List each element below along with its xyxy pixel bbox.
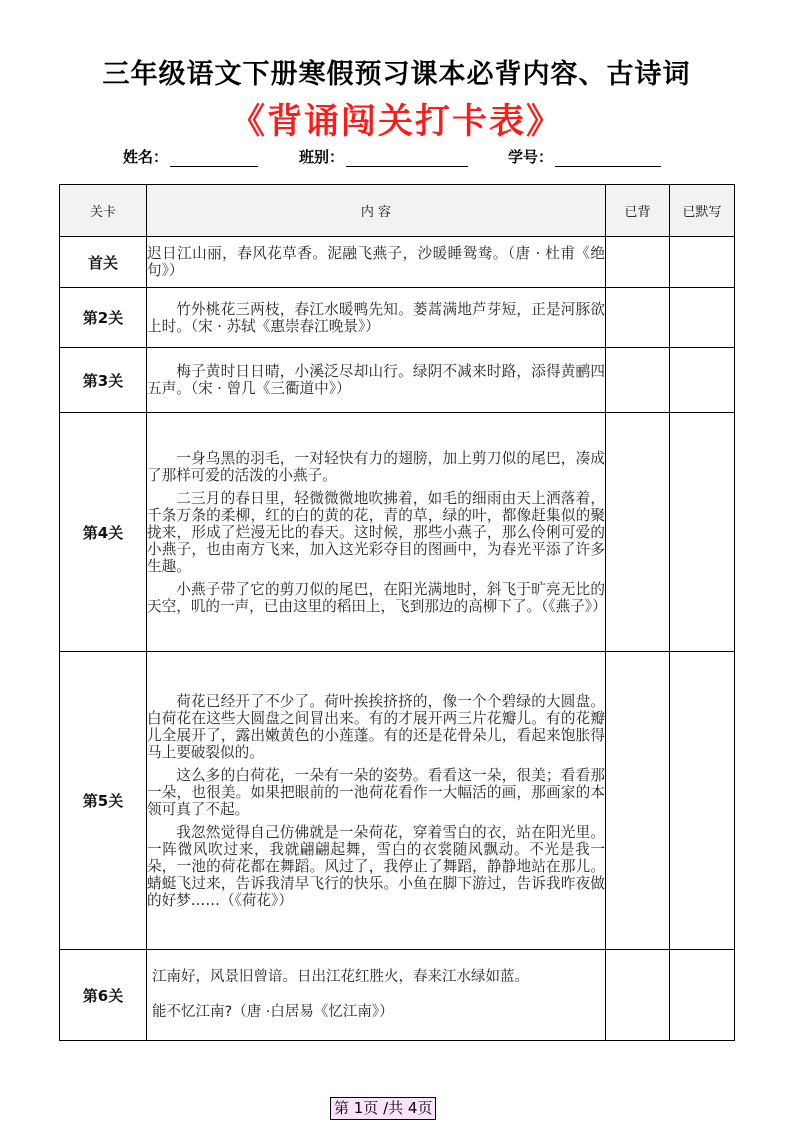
document-subtitle: 《背诵闯关打卡表》 xyxy=(229,101,563,142)
level-cell: 首关 xyxy=(60,237,147,288)
recited-checkbox-cell[interactable] xyxy=(606,413,670,652)
recited-checkbox-cell[interactable] xyxy=(606,652,670,950)
content-paragraph: 一身乌黑的羽毛，一对轻快有力的翅膀，加上剪刀似的尾巴，凑成了那样可爱的活泼的小燕子。 xyxy=(147,449,605,484)
content-cell xyxy=(147,348,606,413)
table-row xyxy=(60,348,735,413)
content-paragraph: 竹外桃花三两枝，春江水暖鸭先知。蒌蒿满地芦芽短，正是河豚欲上时。（宋 · 苏轼《惠崇春江晚景》） xyxy=(147,300,605,335)
checkin-table xyxy=(59,184,735,1041)
content-cell xyxy=(147,413,606,652)
recited-checkbox-cell[interactable] xyxy=(606,348,670,413)
student-id-field[interactable] xyxy=(508,146,661,167)
content-cell xyxy=(147,288,606,348)
content-cell xyxy=(147,652,606,950)
content-paragraph: 荷花已经开了不少了。荷叶挨挨挤挤的，像一个个碧绿的大圆盘。白荷花在这些大圆盘之间冒出来。有的才展开两三片花瓣儿。有的花瓣儿全展开了，露出嫩黄色的小莲蓬。有的还是花骨朵儿，看起来饱胀得马上要破裂似的。 xyxy=(147,692,605,761)
content-paragraph: 江南好，风景旧曾谙。日出江花红胜火，春来江水绿如蓝。 xyxy=(152,969,529,985)
table-row xyxy=(60,652,735,950)
content-paragraph: 梅子黄时日日晴，小溪泛尽却山行。绿阴不减来时路，添得黄鹂四五声。（宋 · 曾几《三衢道中》） xyxy=(147,363,605,397)
dictated-checkbox-cell[interactable] xyxy=(670,348,735,413)
level-cell: 第3关 xyxy=(60,348,147,413)
table-row xyxy=(60,413,735,652)
dictated-checkbox-cell[interactable] xyxy=(670,413,735,652)
table-row xyxy=(60,288,735,348)
column-header-level: 关卡 xyxy=(60,185,147,237)
class-field[interactable] xyxy=(299,146,468,167)
column-header-recited: 已背 xyxy=(606,185,670,237)
dictated-checkbox-cell[interactable] xyxy=(670,288,735,348)
level-cell: 第6关 xyxy=(60,950,147,1041)
level-cell: 第5关 xyxy=(60,652,147,950)
dictated-checkbox-cell[interactable] xyxy=(670,652,735,950)
recited-checkbox-cell[interactable] xyxy=(606,237,670,288)
content-cell xyxy=(147,950,606,1041)
level-cell: 第2关 xyxy=(60,288,147,348)
table-header-row xyxy=(60,185,735,237)
content-paragraph: 我忽然觉得自己仿佛就是一朵荷花，穿着雪白的衣，站在阳光里。一阵微风吹过来，我就翩翩起舞，雪白的衣裳随风飘动。不光是我一朵，一池的荷花都在舞蹈。风过了，我停止了舞蹈，静静地站在那儿。蜻蜓飞过来，告诉我清早飞行的快乐。小鱼在脚下游过，告诉我昨夜做的好梦……（《荷花》） xyxy=(147,823,605,909)
page-indicator: 第 1页 /共 4页 xyxy=(330,1097,436,1120)
name-field[interactable] xyxy=(123,146,258,167)
column-header-dictated: 已默写 xyxy=(670,185,735,237)
content-paragraph: 迟日江山丽，春风花草香。泥融飞燕子，沙暖睡鸳鸯。（唐 · 杜甫《绝句》） xyxy=(147,245,605,279)
dictated-checkbox-cell[interactable] xyxy=(670,950,735,1041)
content-paragraph: 二三月的春日里，轻微微微地吹拂着，如毛的细雨由天上洒落着，千条万条的柔柳，红的白的黄的花，青的草，绿的叶，都像赶集似的聚拢来，形成了烂漫无比的春天。这时候，那些小燕子，那么伶俐可爱的小燕子，也由南方飞来，加入这光彩夺目的图画中，为春光平添了许多生趣。 xyxy=(147,489,605,575)
student-id-label: 学号： xyxy=(508,148,554,166)
student-id-blank[interactable] xyxy=(555,150,661,167)
content-paragraph: 小燕子带了它的剪刀似的尾巴，在阳光满地时，斜飞于旷亮无比的天空，叽的一声，已由这里的稻田上，飞到那边的高柳下了。（《燕子》） xyxy=(147,580,607,615)
column-header-content: 内 容 xyxy=(147,185,606,237)
table-row xyxy=(60,950,735,1041)
table-row xyxy=(60,237,735,288)
level-cell: 第4关 xyxy=(60,413,147,652)
class-blank[interactable] xyxy=(346,150,468,167)
content-paragraph: 能不忆江南?（唐 ·白居易《忆江南》） xyxy=(152,1004,394,1020)
recited-checkbox-cell[interactable] xyxy=(606,288,670,348)
content-paragraph: 这么多的白荷花，一朵有一朵的姿势。看看这一朵，很美；看看那一朵，也很美。如果把眼前的一池荷花看作一大幅活的画，那画家的本领可真了不起。 xyxy=(147,766,605,818)
name-blank[interactable] xyxy=(170,150,258,167)
dictated-checkbox-cell[interactable] xyxy=(670,237,735,288)
recited-checkbox-cell[interactable] xyxy=(606,950,670,1041)
name-label: 姓名： xyxy=(123,148,169,166)
document-title: 三年级语文下册寒假预习课本必背内容、古诗词 xyxy=(102,59,691,90)
class-label: 班别： xyxy=(299,148,345,166)
content-cell xyxy=(147,237,606,288)
